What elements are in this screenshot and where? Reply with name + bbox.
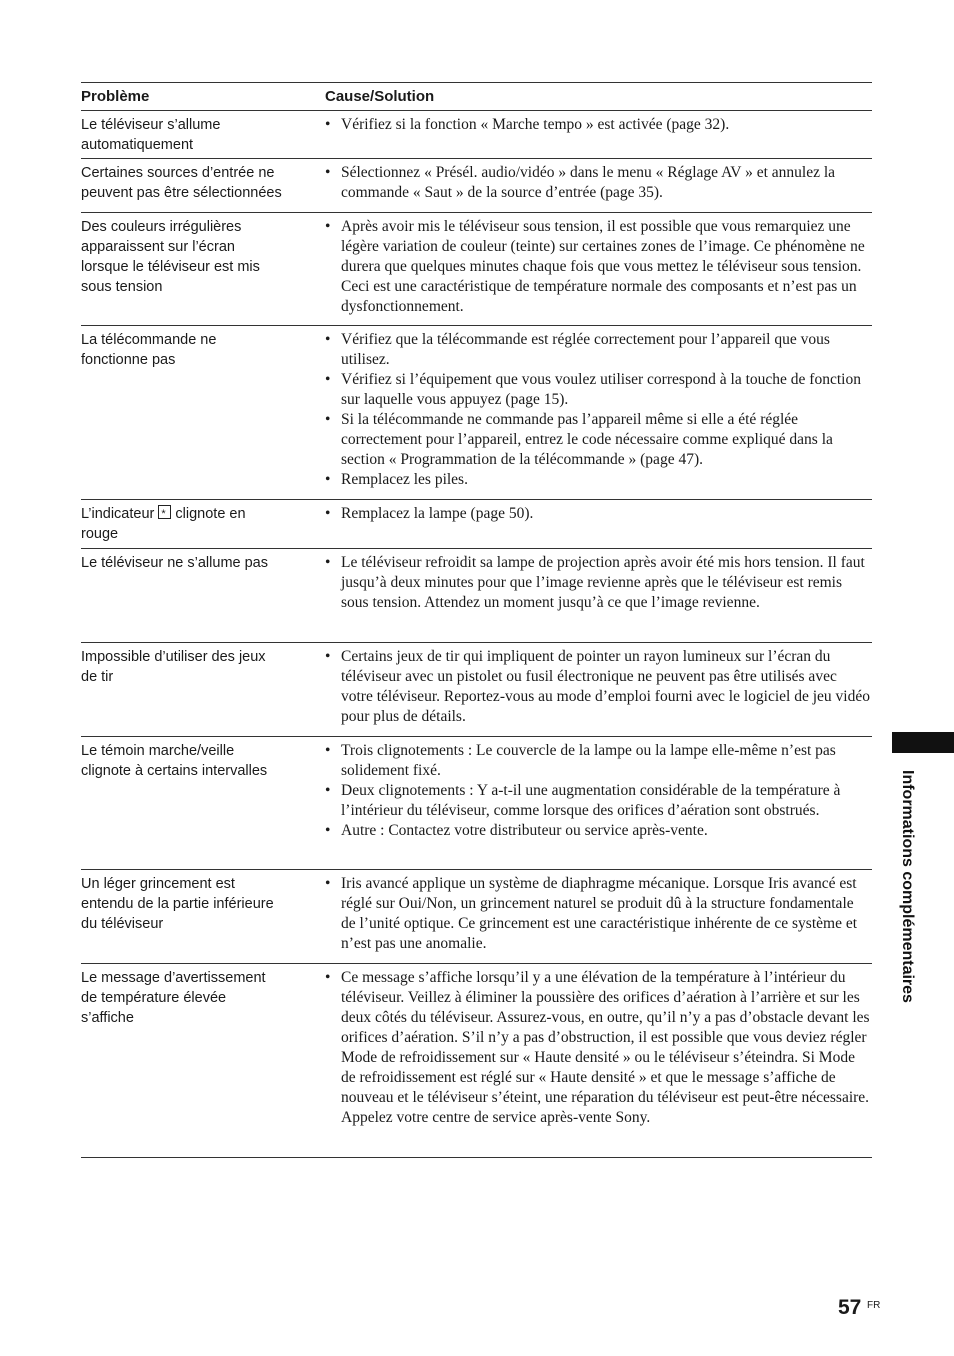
page-number: 57 [838, 1296, 862, 1319]
lamp-icon [158, 505, 171, 519]
problem-text: L’indicateur [81, 506, 159, 522]
header-problem: Problème [81, 88, 150, 105]
solution-item: • Certains jeux de tir qui impliquent de pointer un rayon lumineux sur l’écran du téléviseur avec un pistolet ou fusil électronique ne peuvent pas être utilisés avec votre téléviseur. Reportez-vous au mode d’emploi fourni avec le logiciel de jeu vidéo pour plus de détails. [325, 647, 872, 727]
solution-cell [325, 213, 872, 325]
header-solution: Cause/Solution [325, 88, 435, 105]
solution-item: • Vérifiez si l’équipement que vous voulez utiliser correspond à la touche de fonction sur laquelle vous appuyez (page 15). [325, 370, 872, 410]
problem-cell: Un léger grincement est entendu de la partie inférieure du téléviseur [81, 876, 274, 932]
solution-item: • Après avoir mis le téléviseur sous tension, il est possible que vous remarquiez une légère variation de couleur (teinte) sur certaines zones de l’image. Ce phénomène ne durera que quelques minutes chaque fois que vous mettez le téléviseur sous tension. Ceci est une caractéristique de température normale des composants et n’est pas un dysfonctionnement. [325, 217, 872, 317]
table-body [81, 111, 872, 1158]
problem-cell: Le téléviseur ne s’allume pas [81, 555, 268, 571]
problem-text: clignote en rouge [81, 506, 246, 542]
solution-cell [325, 549, 872, 642]
table-row [81, 964, 872, 1158]
table-row [81, 737, 872, 870]
solution-cell [325, 870, 872, 963]
solution-item: • Sélectionnez « Présél. audio/vidéo » dans le menu « Réglage AV » et annulez la commande « Saut » de la source d’entrée (page 35). [325, 163, 872, 203]
solution-item: • Ce message s’affiche lorsqu’il y a une élévation de la température à l’intérieur du téléviseur. Veillez à éliminer la poussière des orifices d’aération à l’arrière et sur les deux côtés du téléviseur. Assurez-vous, en outre, qu’il n’y a pas d’obstacle devant les orifices d’aération. S’il n’y a pas d’obstruction, il est possible que vous deviez régler Mode de refroidissement sur « Haute densité » ou le téléviseur s’éteindra. Si Mode de refroidissement est réglé sur « Haute densité » et que le message s’affiche de nouveau et le téléviseur s’éteint, une réparation du téléviseur est peut-être nécessaire. Appelez votre centre de service après-vente Sony. [325, 968, 872, 1128]
table-row [81, 549, 872, 643]
page-lang: FR [867, 1300, 881, 1311]
solution-list [325, 115, 872, 135]
problem-cell: La télécommande ne fonctionne pas [81, 332, 217, 368]
table-row [81, 326, 872, 500]
solution-cell [325, 111, 872, 158]
problem-cell: Certaines sources d’entrée ne peuvent pas être sélectionnées [81, 165, 282, 201]
solution-item: • Trois clignotements : Le couvercle de la lampe ou la lampe elle-même n’est pas solidement fixé. [325, 741, 872, 781]
solution-item: • Iris avancé applique un système de diaphragme mécanique. Lorsque Iris avancé est réglé sur Oui/Non, un grincement naturel se produit dû à la structure fondamentale de l’unité optique. Ce grincement est une caractéristique inhérente de ce système et n’est pas une anomalie. [325, 874, 872, 954]
solution-item: • Remplacez la lampe (page 50). [325, 504, 872, 524]
table-header [81, 83, 872, 111]
problem-cell: Le téléviseur s’allume automatiquement [81, 117, 221, 153]
table-row [81, 111, 872, 159]
solution-item: • Deux clignotements : Y a-t-il une augmentation considérable de la température à l’intérieur du téléviseur, comme lorsque des orifices d’aération sont obstrués. [325, 781, 872, 821]
solution-list [325, 874, 872, 954]
solution-cell [325, 159, 872, 212]
troubleshooting-table [81, 82, 872, 1158]
solution-item: • Le téléviseur refroidit sa lampe de projection après avoir été mis hors tension. Il faut jusqu’à deux minutes pour que l’image revienne après que le téléviseur est remis sous tension. Attendez un moment jusqu’à ce que l’image revienne. [325, 553, 872, 613]
table-row [81, 500, 872, 549]
problem-cell: Des couleurs irrégulières apparaissent sur l’écran lorsque le téléviseur est mis sous tension [81, 219, 260, 295]
solution-list [325, 968, 872, 1128]
problem-cell: Le message d’avertissement de température élevée s’affiche [81, 970, 266, 1026]
solution-cell [325, 737, 872, 869]
problem-cell [81, 500, 325, 548]
solution-item: • Vérifiez si la fonction « Marche tempo » est activée (page 32). [325, 115, 872, 135]
solution-list [325, 741, 872, 841]
solution-list [325, 553, 872, 613]
solution-cell [325, 500, 872, 548]
solution-list [325, 217, 872, 317]
section-tab-label: Informations complémentaires [899, 770, 916, 1003]
table-row [81, 870, 872, 964]
section-tab-marker [892, 732, 954, 753]
problem-cell: Impossible d’utiliser des jeux de tir [81, 649, 266, 685]
solution-list [325, 330, 872, 490]
table-row [81, 213, 872, 326]
table-row [81, 643, 872, 737]
solution-item: • Autre : Contactez votre distributeur ou service après-vente. [325, 821, 872, 841]
solution-list [325, 504, 872, 524]
solution-item: • Vérifiez que la télécommande est réglée correctement pour l’appareil que vous utilisez. [325, 330, 872, 370]
solution-list [325, 163, 872, 203]
solution-item: • Si la télécommande ne commande pas l’appareil même si elle a été réglée correctement pour l’appareil, entrez le code nécessaire comme expliqué dans la section « Programmation de la télécommande » (page 47). [325, 410, 872, 470]
table-row [81, 159, 872, 213]
solution-cell [325, 964, 872, 1157]
solution-cell [325, 326, 872, 499]
solution-item: • Remplacez les piles. [325, 470, 872, 490]
solution-list [325, 647, 872, 727]
problem-cell: Le témoin marche/veille clignote à certains intervalles [81, 743, 268, 779]
solution-cell [325, 643, 872, 736]
